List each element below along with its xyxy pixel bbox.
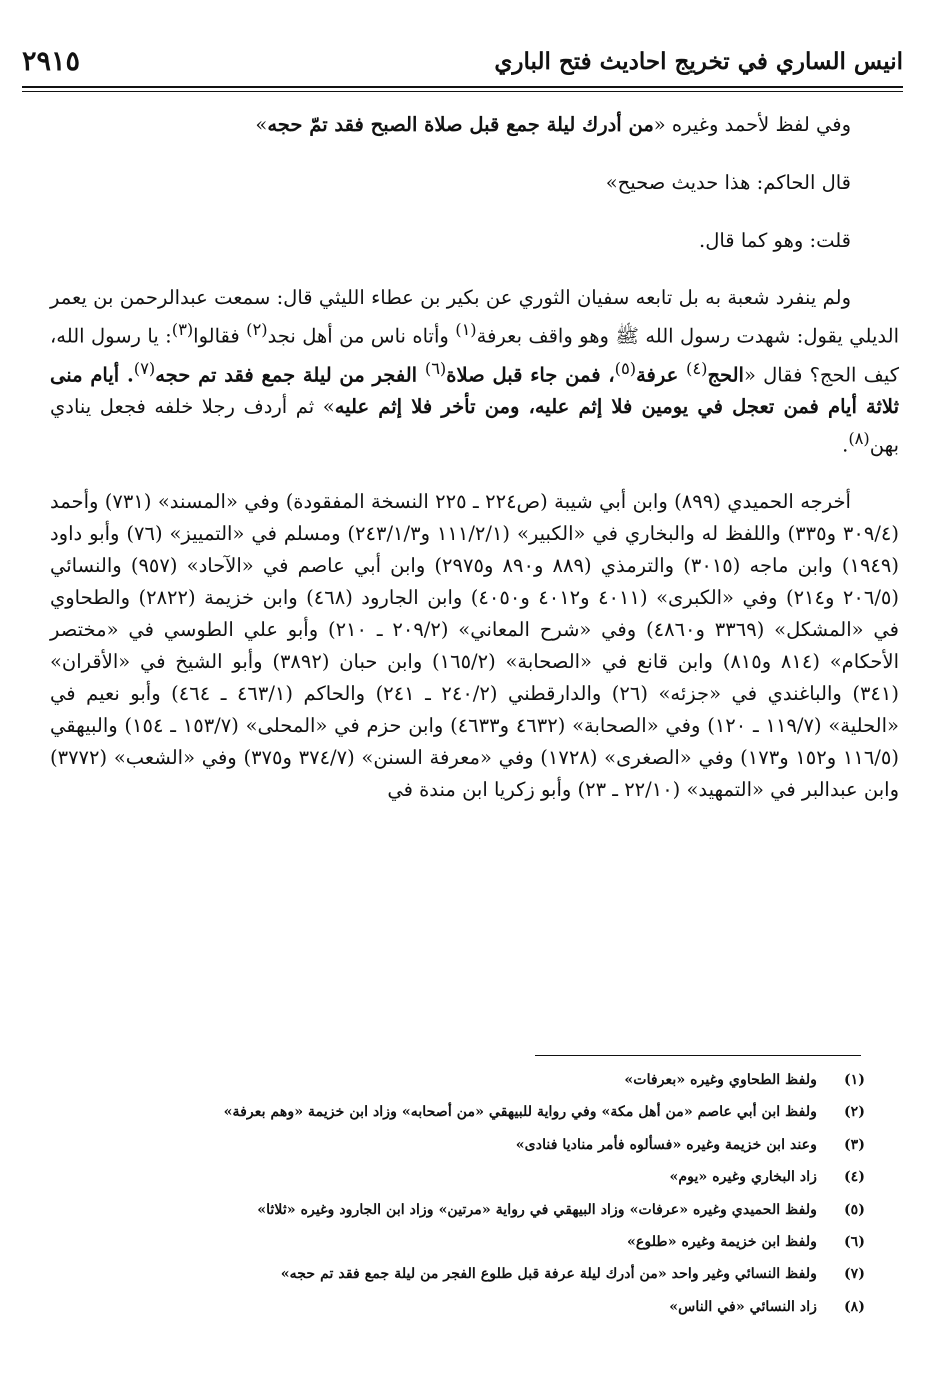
footnote-item bbox=[70, 1161, 865, 1193]
footnote-ref[interactable]: (٢) bbox=[246, 320, 268, 339]
text-run: وأتاه ناس من أهل نجد bbox=[267, 324, 456, 348]
footnote-ref[interactable]: (٦) bbox=[424, 358, 447, 378]
footnote-text: زاد النسائي «في الناس» bbox=[669, 1298, 817, 1315]
text-run: فقالوا bbox=[193, 324, 247, 348]
footnote-number: (٥) bbox=[843, 1201, 865, 1218]
footnote-number: (٣) bbox=[843, 1136, 865, 1153]
footnote-item bbox=[70, 1194, 865, 1226]
footnote-number: (٦) bbox=[843, 1233, 865, 1250]
footnote-ref[interactable]: (٧) bbox=[133, 358, 156, 378]
hadith-quote: الفجر من ليلة جمع فقد تم حجه bbox=[155, 363, 425, 386]
footnote-ref[interactable]: (١) bbox=[455, 320, 477, 339]
footnote-text: ولفظ ابن خزيمة وغيره «طلوع» bbox=[627, 1233, 817, 1250]
footnote-number: (١) bbox=[843, 1072, 865, 1088]
paragraph-hakim-verdict: قال الحاكم: هذا حديث صحيح» bbox=[605, 171, 851, 194]
text-run: ولم ينفرد شعبة به بل تابعه سفيان الثوري عن بكير بن عطاء الليثي قال: سمعت عبدالرحمن بن يعمر الديلي يقول: شهدت رسول الله ﷺ وهو واقف بعرفة bbox=[50, 286, 899, 348]
paragraph-ahmad-wording bbox=[50, 108, 899, 142]
hadith-quote: الحج bbox=[707, 363, 744, 386]
text-run: . bbox=[842, 433, 849, 457]
text-run: وفي لفظ لأحمد وغيره « bbox=[653, 113, 851, 136]
footnote-number: (٨) bbox=[843, 1298, 865, 1315]
footnote-item bbox=[70, 1258, 865, 1290]
header-rule-thin bbox=[22, 91, 903, 92]
main-text bbox=[50, 108, 899, 830]
footnote-text: ولفظ النسائي وغير واحد «من أدرك ليلة عرفة قبل طلوع الفجر من ليلة جمع فقد تم حجه» bbox=[280, 1266, 817, 1283]
text-run: » ثم أردف رجلا خلفه فجعل ينادي بهن bbox=[50, 395, 899, 457]
footnotes bbox=[70, 1064, 865, 1323]
footnote-item bbox=[70, 1064, 865, 1096]
footnote-ref[interactable]: (٣) bbox=[171, 320, 194, 339]
footnote-number: (٧) bbox=[843, 1266, 865, 1283]
page-number: ٢٩١٥ bbox=[22, 46, 81, 77]
footnote-text: ولفظ الطحاوي وغيره «بعرفات» bbox=[624, 1072, 817, 1088]
running-title: انيس الساري في تخريج احاديث فتح الباري bbox=[494, 48, 903, 75]
footnote-ref[interactable]: (٥) bbox=[614, 358, 637, 378]
hadith-quote: . أيام منى ثلاثة أيام فمن تعجل في يومين فلا إثم عليه، ومن تأخر فلا إثم عليه bbox=[50, 363, 899, 418]
footnote-number: (٢) bbox=[843, 1104, 865, 1121]
page-header bbox=[22, 40, 903, 90]
footnote-number: (٤) bbox=[843, 1169, 865, 1186]
header-rule-thick bbox=[22, 86, 903, 88]
footnote-separator bbox=[535, 1055, 861, 1056]
footnote-text: ولفظ ابن أبي عاصم «من أهل مكة» وفي رواية للبيهقي «من أصحابه» وزاد ابن خزيمة «وهم بعرفة» bbox=[223, 1104, 817, 1121]
footnote-item bbox=[70, 1291, 865, 1323]
paragraph-author-comment: قلت: وهو كما قال. bbox=[699, 229, 851, 252]
hadith-quote: من أدرك ليلة جمع قبل صلاة الصبح فقد تمّ حجه bbox=[267, 113, 654, 136]
footnote-text: ولفظ الحميدي وغيره «عرفات» وزاد البيهقي في رواية «مرتين» وزاد ابن الجارود وغيره «ثلاثا» bbox=[257, 1201, 817, 1218]
footnote-item bbox=[70, 1129, 865, 1161]
footnote-item bbox=[70, 1096, 865, 1128]
text-run: » bbox=[255, 113, 268, 136]
footnote-item bbox=[70, 1226, 865, 1258]
paragraph-hadith-text bbox=[50, 282, 899, 462]
hadith-quote: ، فمن جاء قبل صلاة bbox=[446, 363, 615, 386]
paragraph-takhrij: أخرجه الحميدي (٨٩٩) وابن أبي شيبة (ص٢٢٤ ـ ٢٢٥ النسخة المفقودة) وفي «المسند» (٧٣١) وأحمد (٣٠٩/٤ و٣٣٥) واللفظ له والبخاري في «الكبير» (١١١/٢/١ و٢٤٣/١/٣) ومسلم في «التمييز» (٧٦) وأبو داود (١٩٤٩) وابن ماجه (٣٠١٥) والترمذي (٨٨٩ و٨٩٠ و٢٩٧٥) وابن أبي عاصم في «الآحاد» (٩٥٧) والنسائي (٢٠٦/٥ و٢١٤) وفي «الكبرى» (٤٠١١ و٤٠١٢ و٤٠٥٠) وابن الجارود (٤٦٨) وابن خزيمة (٢٨٢٢) والطحاوي في «المشكل» (٣٣٦٩ و٤٨٦٠) وفي «شرح المعاني» (٢٠٩/٢ ـ ٢١٠) وأبو علي الطوسي في «مختصر الأحكام» (٨١٤ و٨١٥) وابن قانع في «الصحابة» (١٦٥/٢) وابن حبان (٣٨٩٢) وأبو الشيخ في «الأقران» (٣٤١) والباغندي في «جزئه» (٢٦) والدارقطني (٢٤٠/٢ ـ ٢٤١) والحاكم (٤٦٣/١ ـ ٤٦٤) وأبو نعيم في «الحلية» (١١٩/٧ ـ ١٢٠) وفي «الصحابة» (٤٦٣٢ و٤٦٣٣) وابن حزم في «المحلى» (١٥٣/٧ ـ ١٥٤) والبيهقي (١١٦/٥ و١٥٢ و١٧٣) وفي «الصغرى» (١٧٢٨) وفي «معرفة السنن» (٣٧٤/٧ و٣٧٥) وفي «الشعب» (٣٧٧٢) وابن عبدالبر في «التمهيد» (٢٢/١٠ ـ ٢٣) وأبو زكريا ابن مندة في bbox=[50, 489, 900, 801]
footnote-text: زاد البخاري وغيره «يوم» bbox=[669, 1169, 817, 1186]
footnote-ref[interactable]: (٨) bbox=[848, 429, 870, 448]
footnote-ref[interactable]: (٤) bbox=[686, 358, 708, 378]
hadith-quote: عرفة bbox=[636, 363, 687, 386]
text-run: : يا رسول الله، كيف الحج؟ فقال « bbox=[50, 324, 899, 386]
footnote-text: وعند ابن خزيمة وغيره «فسألوه فأمر مناديا فنادى» bbox=[515, 1136, 817, 1153]
